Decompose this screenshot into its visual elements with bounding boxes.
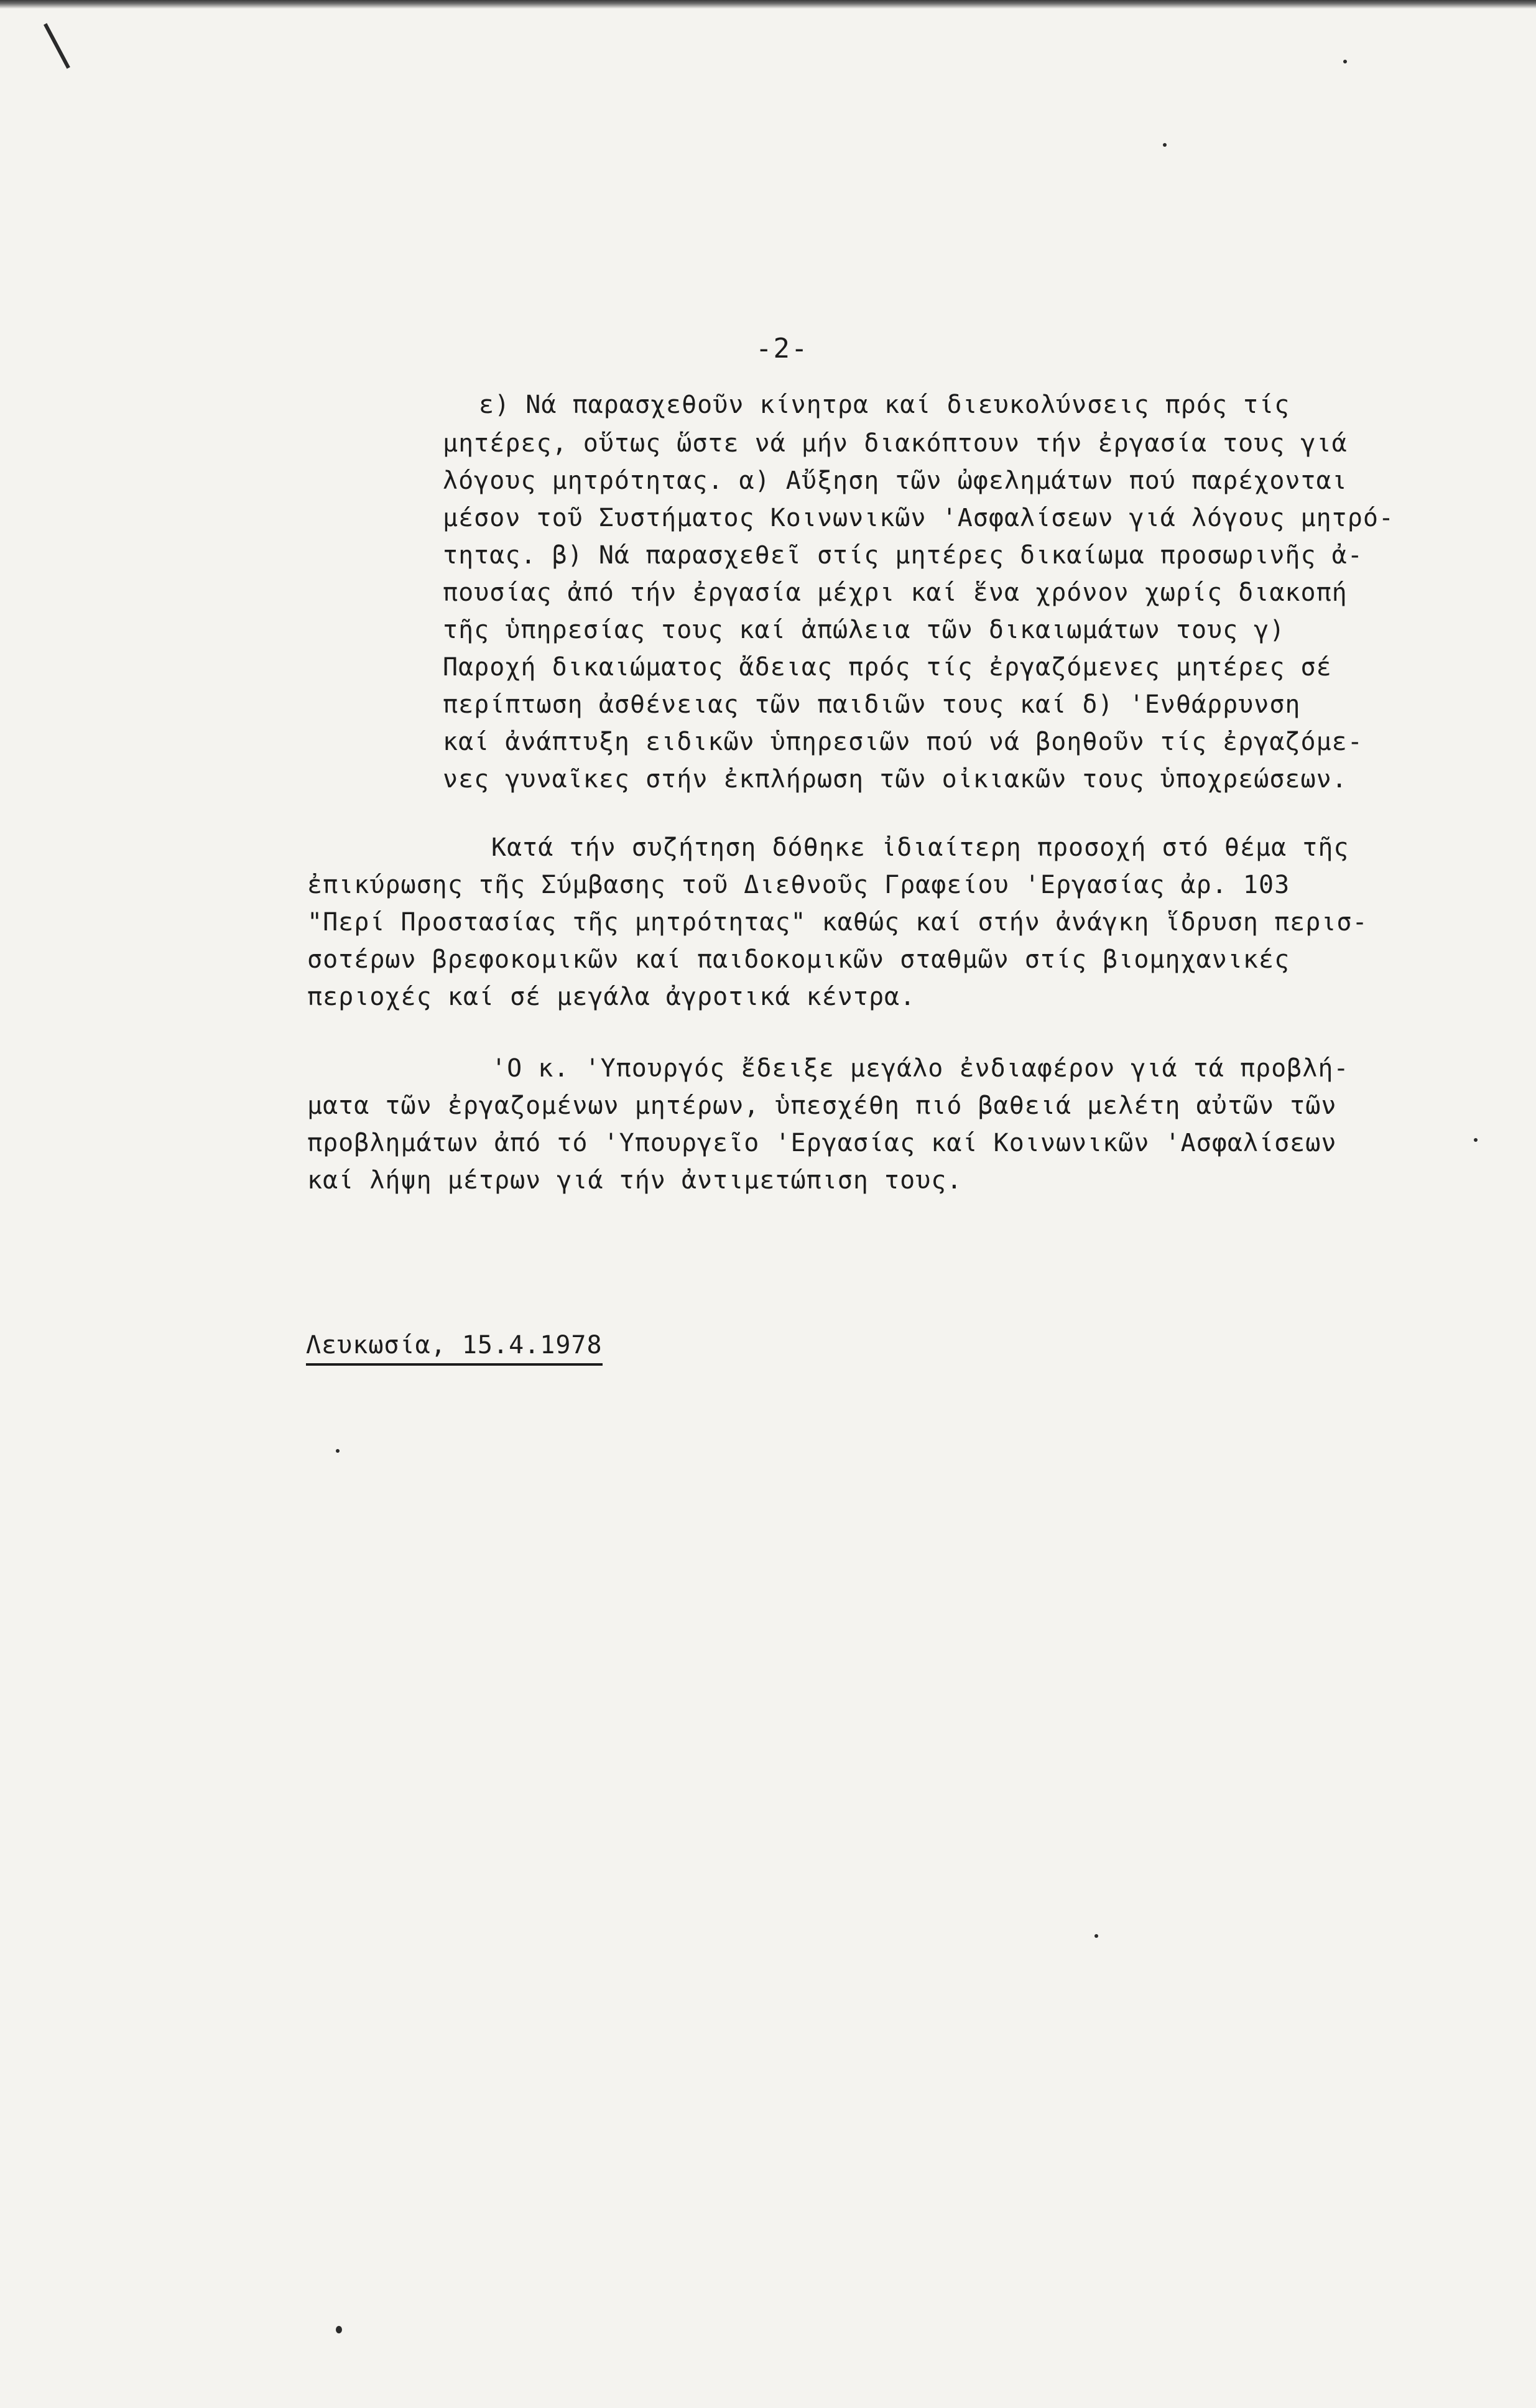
- text-line: 'Ο κ. 'Υπουργός ἔδειξε μεγάλο ἐνδιαφέρον γιά τά προβλή-: [491, 1054, 1349, 1083]
- text-line: μέσον τοῦ Συστήματος Κοινωνικῶν 'Ασφαλίσεων γιά λόγους μητρό-: [443, 504, 1395, 532]
- page-top-edge: [0, 0, 1536, 9]
- scan-speck: [1163, 143, 1167, 147]
- text-line: πουσίας ἀπό τήν ἐργασία μέχρι καί ἕνα χρόνον χωρίς διακοπή: [443, 578, 1348, 607]
- date-place-line: Λευκωσία, 15.4.1978: [306, 1331, 603, 1366]
- text-line: τῆς ὑπηρεσίας τους καί ἀπώλεια τῶν δικαιωμάτων τους γ): [443, 616, 1285, 644]
- text-line: νες γυναῖκες στήν ἐκπλήρωση τῶν οἰκιακῶν τους ὑποχρεώσεων.: [443, 765, 1348, 794]
- text-line: προβλημάτων ἀπό τό 'Υπουργεῖο 'Εργασίας καί Κοινωνικῶν 'Ασφαλίσεων: [307, 1129, 1337, 1157]
- text-line: περίπτωση ἀσθένειας τῶν παιδιῶν τους καί δ) 'Ενθάρρυνση: [443, 690, 1301, 719]
- text-line: ματα τῶν ἐργαζομένων μητέρων, ὑπεσχέθη πιό βαθειά μελέτη αὐτῶν τῶν: [307, 1091, 1337, 1120]
- text-line: ἐπικύρωσης τῆς Σύμβασης τοῦ Διεθνοῦς Γραφείου 'Εργασίας ἀρ. 103: [307, 871, 1290, 899]
- text-line: τητας. β) Νά παρασχεθεῖ στίς μητέρες δικαίωμα προσωρινῆς ἀ-: [443, 541, 1363, 570]
- text-line: λόγους μητρότητας. α) Αὔξηση τῶν ὠφελημάτων πού παρέχονται: [443, 466, 1348, 495]
- scan-speck: [1343, 60, 1347, 63]
- text-line: καί ἀνάπτυξη ειδικῶν ὑπηρεσιῶν πού νά βοηθοῦν τίς ἐργαζόμε-: [443, 728, 1363, 756]
- text-line: Παροχή δικαιώματος ἄδειας πρός τίς ἐργαζόμενες μητέρες σέ: [443, 653, 1332, 682]
- scan-speck: [336, 2326, 342, 2333]
- text-line: καί λήψη μέτρων γιά τήν ἀντιμετώπιση τους.: [307, 1166, 963, 1195]
- scan-speck: [336, 1449, 340, 1453]
- scan-speck: [1474, 1138, 1478, 1142]
- text-line: "Περί Προστασίας τῆς μητρότητας" καθώς καί στήν ἀνάγκη ἵδρυση περισ-: [307, 908, 1368, 937]
- text-line: μητέρες, οὕτως ὥστε νά μήν διακόπτουν τήν ἐργασία τους γιά: [443, 429, 1348, 458]
- text-line: περιοχές καί σέ μεγάλα ἀγροτικά κέντρα.: [307, 983, 916, 1011]
- page-number: -2-: [756, 333, 809, 364]
- scan-speck: [1094, 1934, 1098, 1938]
- text-line: Κατά τήν συζήτηση δόθηκε ἰδιαίτερη προσοχή στό θέμα τῆς: [491, 833, 1349, 862]
- text-line: σοτέρων βρεφοκομικῶν καί παιδοκομικῶν σταθμῶν στίς βιομηχανικές: [307, 945, 1290, 974]
- corner-mark: [44, 6, 103, 69]
- text-line: ε) Νά παρασχεθοῦν κίνητρα καί διευκολύνσεις πρός τίς: [479, 391, 1290, 419]
